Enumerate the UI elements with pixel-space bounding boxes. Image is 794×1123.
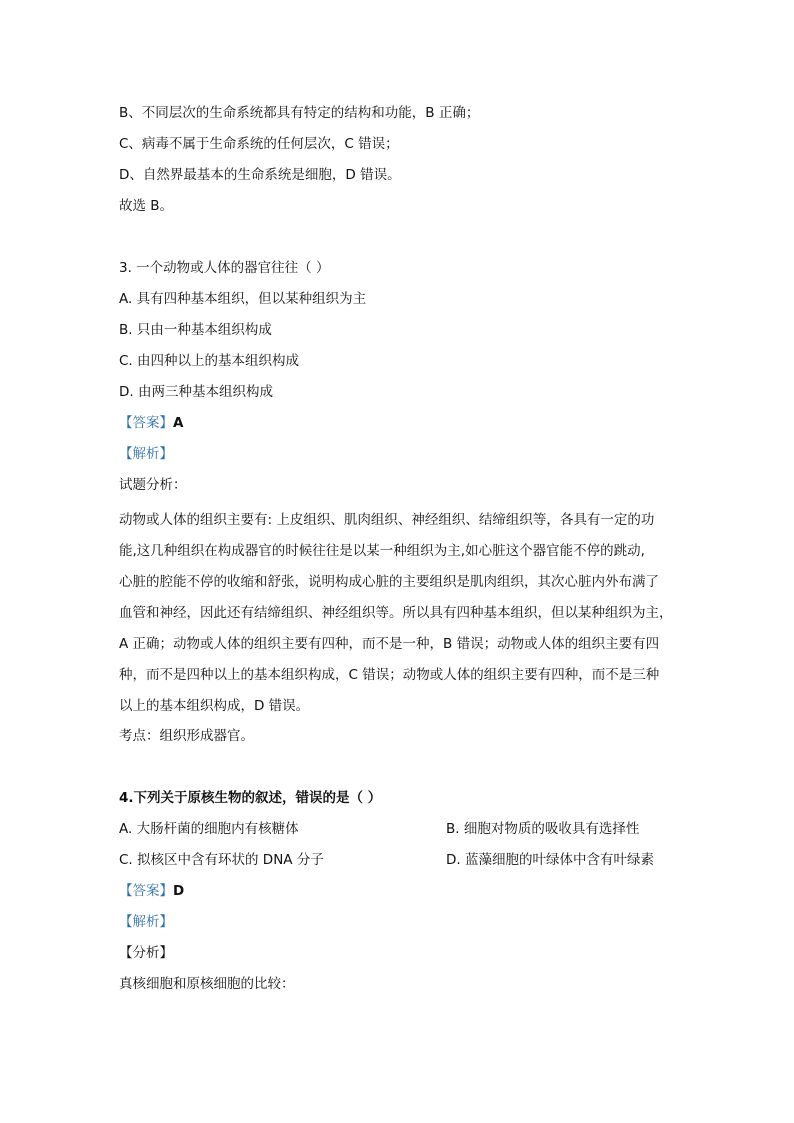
q4-option-a: A. 大肠杆菌的细胞内有核糖体 [119, 821, 299, 837]
q4-analysis-label: 【解析】 [119, 914, 173, 930]
answer-value: A [173, 415, 184, 431]
q4-stem: 4.下列关于原核生物的叙述，错误的是（ ） [119, 790, 382, 806]
q3-option-a: A. 具有四种基本组织，但以某种组织为主 [119, 291, 367, 307]
q3-analysis-label: 【解析】 [119, 446, 173, 462]
q4-compare-title: 真核细胞和原核细胞的比较： [119, 976, 295, 992]
analysis-line: A 正确；动物或人体的组织主要有四种，而不是一种，B 错误；动物或人体的组织主要有四 [119, 636, 660, 652]
q4-answer [119, 881, 184, 901]
analysis-line: 心脏的腔能不停的收缩和舒张，说明构成心脏的主要组织是肌肉组织，其次心脏内外布满了 [119, 574, 659, 590]
prev-explanation-d: D、自然界最基本的生命系统是细胞，D 错误。 [119, 167, 401, 183]
prev-conclusion: 故选 B。 [119, 198, 174, 214]
q4-option-d: D. 蓝藻细胞的叶绿体中含有叶绿素 [446, 852, 654, 868]
analysis-line: 动物或人体的组织主要有: 上皮组织、肌肉组织、神经组织、结缔组织等，各具有一定的功 [119, 512, 655, 528]
prev-explanation-c: C、病毒不属于生命系统的任何层次，C 错误； [119, 136, 399, 152]
analysis-line: 以上的基本组织构成，D 错误。 [119, 698, 310, 714]
q4-option-b: B. 细胞对物质的吸收具有选择性 [446, 821, 640, 837]
answer-label: 【答案】 [119, 415, 173, 431]
analysis-line: 能,这几种组织在构成器官的时候往往是以某一种组织为主,如心脏这个器官能不停的跳动, [119, 543, 645, 559]
q3-analysis-paragraph [119, 505, 677, 722]
analysis-line: 血管和神经，因此还有结缔组织、神经组织等。所以具有四种基本组织，但以某种组织为主， [119, 605, 673, 621]
q3-option-b: B. 只由一种基本组织构成 [119, 322, 272, 338]
q3-stem: 3. 一个动物或人体的器官往往（ ） [119, 260, 330, 276]
answer-label: 【答案】 [119, 883, 173, 899]
q3-option-c: C. 由四种以上的基本组织构成 [119, 353, 300, 369]
analysis-line: 种，而不是四种以上的基本组织构成，C 错误；动物或人体的组织主要有四种，而不是三种 [119, 667, 660, 683]
q3-kaodian: 考点：组织形成器官。 [119, 728, 254, 744]
q4-fenxi-label: 【分析】 [119, 945, 173, 961]
prev-explanation-b: B、不同层次的生命系统都具有特定的结构和功能，B 正确； [119, 105, 480, 121]
q3-analysis-title: 试题分析： [119, 477, 187, 493]
answer-value: D [173, 883, 185, 899]
q4-option-c: C. 拟核区中含有环状的 DNA 分子 [119, 852, 324, 868]
q3-answer [119, 413, 183, 433]
q3-option-d: D. 由两三种基本组织构成 [119, 384, 273, 400]
